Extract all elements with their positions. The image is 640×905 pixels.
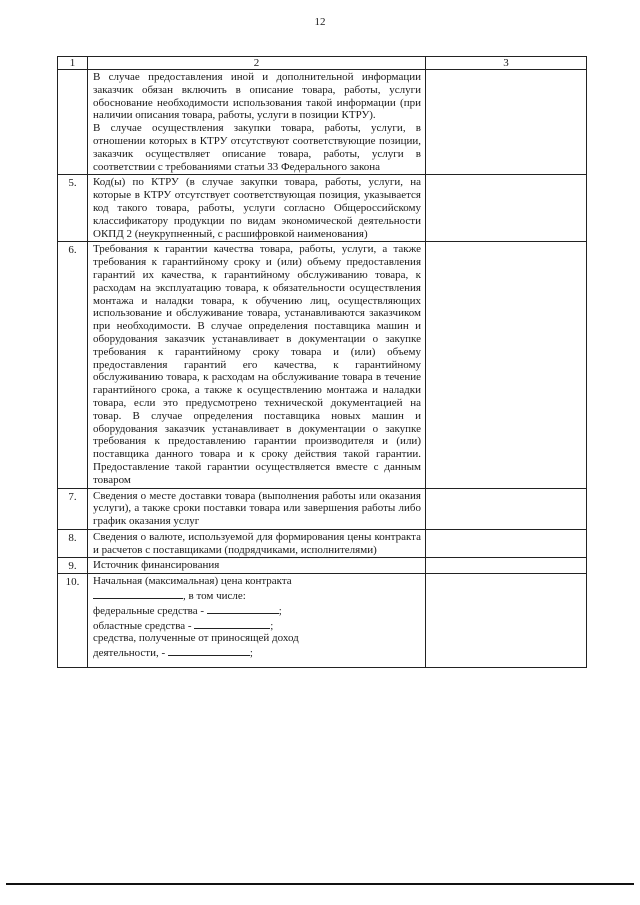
- table-row: [58, 574, 587, 668]
- row-description: [88, 70, 426, 175]
- row-description: [88, 488, 426, 529]
- row-description: [88, 558, 426, 574]
- activity-funds-blank: [168, 645, 250, 656]
- federal-funds-line: [93, 603, 421, 618]
- row-paragraph: Код(ы) по КТРУ (в случае закупки товара, работы, услуги, на которые в КТРУ отсутствует соответствующая позиция, указывается код такого товара, работы, услуги согласно Общероссийскому классификатору продукции по видам экономической деятельности ОКПД 2 (неукрупненный, с расшифровкой наименования): [93, 176, 421, 240]
- header-col-1: 1: [58, 57, 88, 70]
- table-row: [58, 242, 587, 488]
- activity-funds-line: [93, 645, 421, 666]
- initial-price-line: [93, 588, 421, 603]
- row-number: [58, 70, 88, 175]
- semicolon: ;: [270, 619, 274, 632]
- page-bottom-rule: [6, 883, 634, 885]
- row-value-cell: [426, 529, 587, 558]
- row-description: [88, 242, 426, 488]
- federal-funds-blank: [207, 603, 279, 614]
- regional-funds-line: [93, 618, 421, 633]
- row-value-cell: [426, 558, 587, 574]
- row-paragraph: В случае осуществления закупки товара, работы, услуги, в отношении которых в КТРУ отсутствуют соответствующие позиции, заказчик осуществляет описание товара, работы, услуги в соответствии с требованиями статьи 33 Федерального закона: [93, 122, 421, 173]
- initial-price-label: Начальная (максимальная) цена контракта: [93, 575, 292, 588]
- semicolon: ;: [278, 604, 282, 617]
- row-description: [88, 574, 426, 668]
- row-description: [88, 529, 426, 558]
- semicolon: ;: [249, 647, 253, 660]
- document-table: [57, 56, 587, 668]
- including-label: , в том числе:: [183, 590, 246, 603]
- row-number: 8.: [58, 529, 88, 558]
- table-header-row: [58, 57, 587, 70]
- header-col-3: 3: [426, 57, 587, 70]
- row-paragraph: Требования к гарантии качества товара, работы, услуги, а также требования к гарантийному сроку и (или) объему предоставления гарантий их качества, к гарантийному обслуживанию товара, к расходам на эксплуатацию товара, к обязательности осуществления монтажа и наладки товара, к обучению лиц, осуществляющих использование и обслуживание товара, устанавливаются заказчиком при необходимости. В случае определения поставщика машин и оборудования заказчик устанавливает в документации о закупке требования к гарантийному сроку товара и (или) объему предоставления гарантий его качества, к гарантийному обслуживанию товара, к расходам на обслуживание товара в течение гарантийного срока, а также к осуществлению монтажа и наладки товара, если это предусмотрено технической документацией на товар. В случае определения поставщика новых машин и оборудования заказчик устанавливает в документации о закупке требования к предоставлению гарантии производителя и (или) поставщика данного товара и к сроку действия такой гарантии. Предоставление такой гарантии осуществляется вместе с данным товаром: [93, 243, 421, 486]
- row-value-cell: [426, 175, 587, 242]
- row-paragraph: Источник финансирования: [93, 559, 220, 572]
- income-funds-label: средства, полученные от приносящей доход: [93, 632, 299, 645]
- page-number: 12: [314, 16, 326, 28]
- row-description: [88, 175, 426, 242]
- row-value-cell: [426, 574, 587, 668]
- header-col-2: 2: [88, 57, 426, 70]
- regional-funds-blank: [194, 618, 270, 629]
- table-row: [58, 529, 587, 558]
- row-value-cell: [426, 488, 587, 529]
- activity-funds-label: деятельности, -: [93, 647, 166, 660]
- table-row: [58, 558, 587, 574]
- row-number: 5.: [58, 175, 88, 242]
- regional-funds-label: областные средства -: [93, 619, 192, 632]
- table-row: [58, 70, 587, 175]
- row-value-cell: [426, 70, 587, 175]
- table-row: [58, 488, 587, 529]
- row-number: 6.: [58, 242, 88, 488]
- row-paragraph: Сведения о валюте, используемой для формирования цены контракта и расчетов с поставщиками (подрядчиками, исполнителями): [93, 530, 421, 556]
- row-value-cell: [426, 242, 587, 488]
- row-number: 7.: [58, 488, 88, 529]
- row-number: 10.: [58, 574, 88, 668]
- table-row: [58, 175, 587, 242]
- federal-funds-label: федеральные средства -: [93, 604, 204, 617]
- price-blank: [93, 588, 183, 599]
- row-paragraph: Сведения о месте доставки товара (выполнения работы или оказания услуги), а также сроки поставки товара или завершения работы либо график оказания услуг: [93, 489, 421, 528]
- row-paragraph: В случае предоставления иной и дополнительной информации заказчик обязан включить в описание товара, работы, услуги обоснование необходимости использования такой информации (при наличии описания товара, работы, услуги в позиции КТРУ).: [93, 71, 421, 122]
- row-number: 9.: [58, 558, 88, 574]
